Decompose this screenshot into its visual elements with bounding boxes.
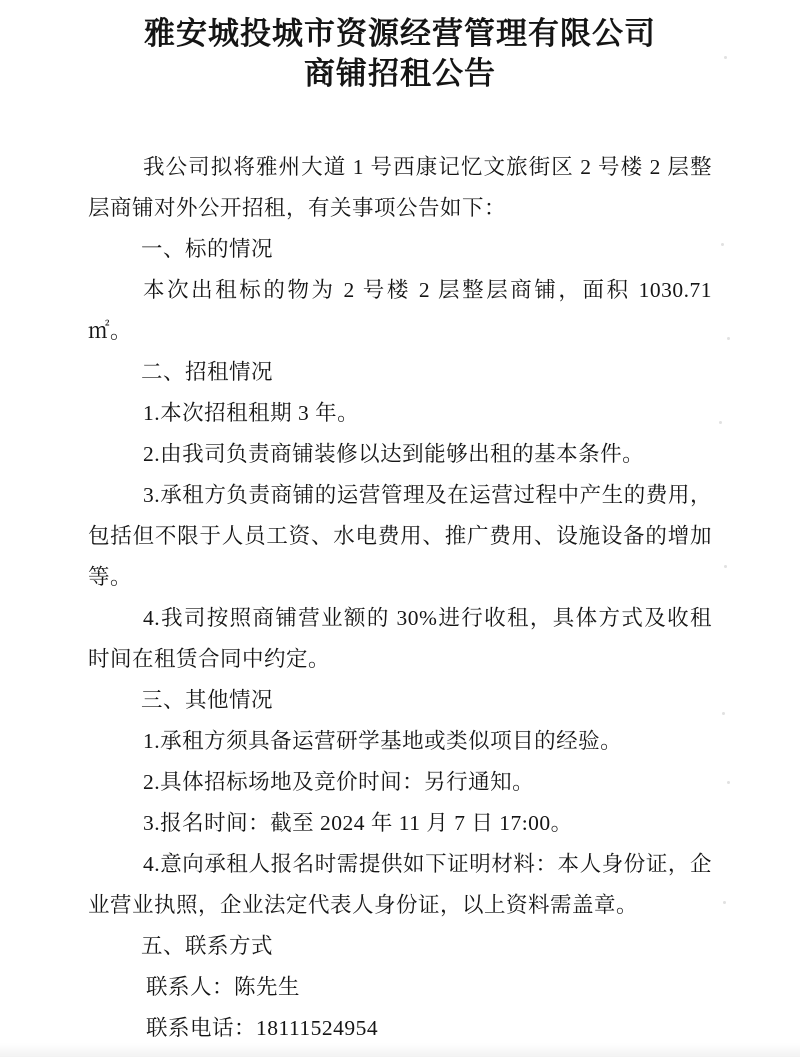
other-item-3: 3.报名时间：截至 2024 年 11 月 7 日 17:00。 [143, 811, 573, 835]
leasing-item-2: 2.由我司负责商铺装修以达到能够出租的基本条件。 [143, 442, 645, 466]
leasing-item-4: 4.我司按照商铺营业额的 30%进行收租，具体方式及收租时间在租赁合同中约定。 [88, 606, 712, 671]
other-item-1: 1.承租方须具备运营研学基地或类似项目的经验。 [143, 729, 623, 753]
section-heading-other: 三、其他情况 [141, 688, 274, 712]
notice-title-line: 商铺招租公告 [304, 56, 496, 91]
contact-person-line: 联系人：陈先生 [146, 975, 301, 999]
subject-detail-paragraph: 本次出租标的物为 2 号楼 2 层整层商铺，面积 1030.71 ㎡。 [88, 278, 712, 343]
other-item-2: 2.具体招标场地及竞价时间：另行通知。 [143, 770, 535, 794]
company-name-title-line: 雅安城投城市资源经营管理有限公司 [144, 16, 656, 51]
document-body [0, 147, 800, 1049]
section-heading-contact: 五、联系方式 [141, 934, 274, 958]
document-title [0, 0, 800, 94]
leasing-item-3: 3.承租方负责商铺的运营管理及在运营过程中产生的费用，包括但不限于人员工资、水电费用、推广费用、设施设备的增加等。 [88, 483, 712, 589]
intro-paragraph: 我公司拟将雅州大道 1 号西康记忆文旅街区 2 号楼 2 层整层商铺对外公开招租，有关事项公告如下： [88, 155, 712, 220]
section-heading-subject: 一、标的情况 [141, 237, 274, 261]
leasing-item-1: 1.本次招租租期 3 年。 [143, 401, 360, 425]
other-item-4: 4.意向承租人报名时需提供如下证明材料：本人身份证，企业营业执照，企业法定代表人身份证，以上资料需盖章。 [88, 852, 712, 917]
section-heading-leasing: 二、招租情况 [141, 360, 274, 384]
contact-phone-line: 联系电话：18111524954 [146, 1016, 379, 1040]
